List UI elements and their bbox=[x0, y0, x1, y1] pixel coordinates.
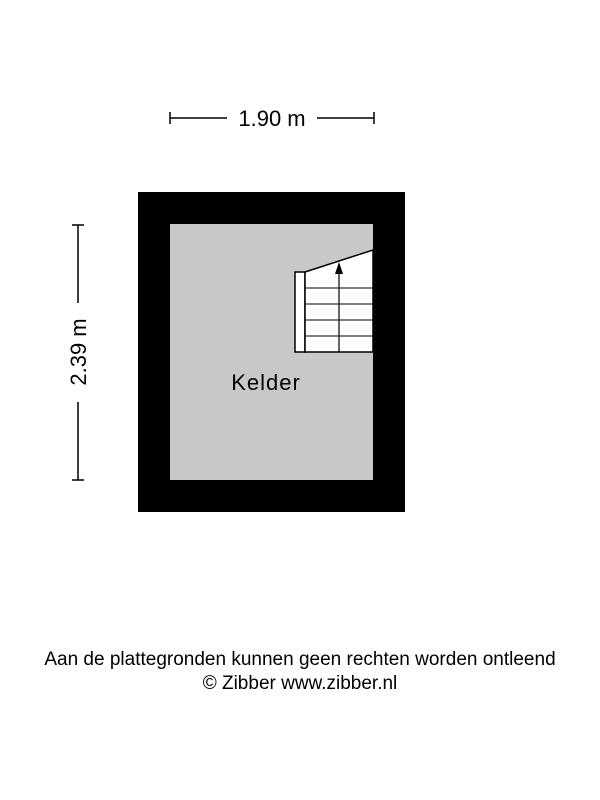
disclaimer-text: Aan de plattegronden kunnen geen rechten worden ontleend bbox=[44, 649, 556, 670]
height-dimension bbox=[66, 225, 91, 480]
width-dimension bbox=[170, 106, 374, 131]
height-dimension-label: 2.39 m bbox=[66, 318, 91, 386]
width-dimension-label: 1.90 m bbox=[238, 106, 306, 131]
stair-side-rail bbox=[295, 272, 305, 352]
room-label: Kelder bbox=[231, 370, 301, 395]
copyright-text: © Zibber www.zibber.nl bbox=[202, 673, 398, 694]
